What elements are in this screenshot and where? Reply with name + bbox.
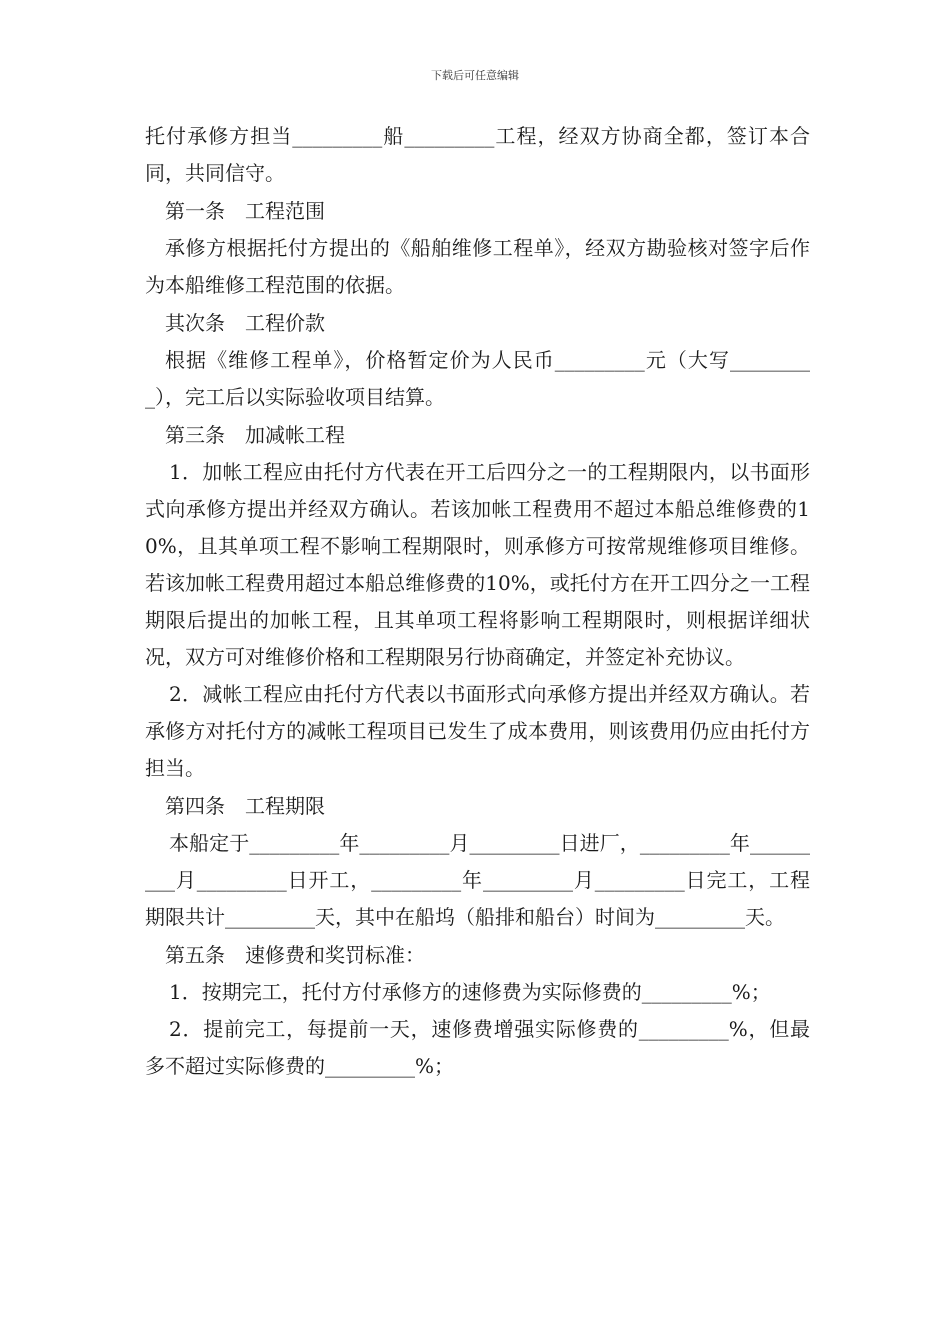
article-2-text: 根据《维修工程单》，价格暂定价为人民币_________元（大写_________），完工后以实际验收项目结算。: [145, 348, 810, 409]
article-5-item-1: 1．按期完工，托付方付承修方的速修费为实际修费的_________%；: [169, 980, 771, 1004]
article-3-title: 第三条 加减帐工程: [165, 423, 345, 447]
article-2-title: 其次条 工程价款: [165, 311, 325, 335]
article-5-title: 第五条 速修费和奖罚标准：: [165, 943, 425, 967]
article-3-item-2: 2．减帐工程应由托付方代表以书面形式向承修方提出并经双方确认。若承修方对托付方的减帐工程项目已发生了成本费用，则该费用仍应由托付方担当。: [145, 682, 810, 780]
article-4-title: 第四条 工程期限: [165, 794, 325, 818]
article-3-item-1: 1．加帐工程应由托付方代表在开工后四分之一的工程期限内，以书面形式向承修方提出并经双方确认。若该加帐工程费用不超过本船总维修费的10%，且其单项工程不影响工程期限时，则承修方可按常规维修项目维修。若该加帐工程费用超过本船总维修费的10%，或托付方在开工四分之一工程期限后提出的加帐工程，且其单项工程将影响工程期限时，则根据详细状况，双方可对维修价格和工程期限另行协商确定，并签定补充协议。: [145, 460, 810, 669]
article-1-title: 第一条 工程范围: [165, 199, 325, 223]
article-1-text: 承修方根据托付方提出的《船舶维修工程单》，经双方勘验核对签字后作为本船维修工程范围的依据。: [145, 236, 810, 297]
contract-body: [145, 118, 810, 1085]
intro-paragraph: 托付承修方担当_________船_________工程，经双方协商全都，签订本合同，共同信守。: [145, 124, 810, 185]
page-header: 下载后可任意编辑: [431, 69, 519, 82]
article-5-item-2: 2．提前完工，每提前一天，速修费增强实际修费的_________%，但最多不超过实际修费的_________%；: [145, 1017, 810, 1078]
article-4-text: 本船定于_________年_________月_________日进厂，_________年_________月_________日开工，_________年_________月_________日完工，工程期限共计_________天，其中在船坞（船排和船台）时间为_________天。: [145, 831, 810, 929]
